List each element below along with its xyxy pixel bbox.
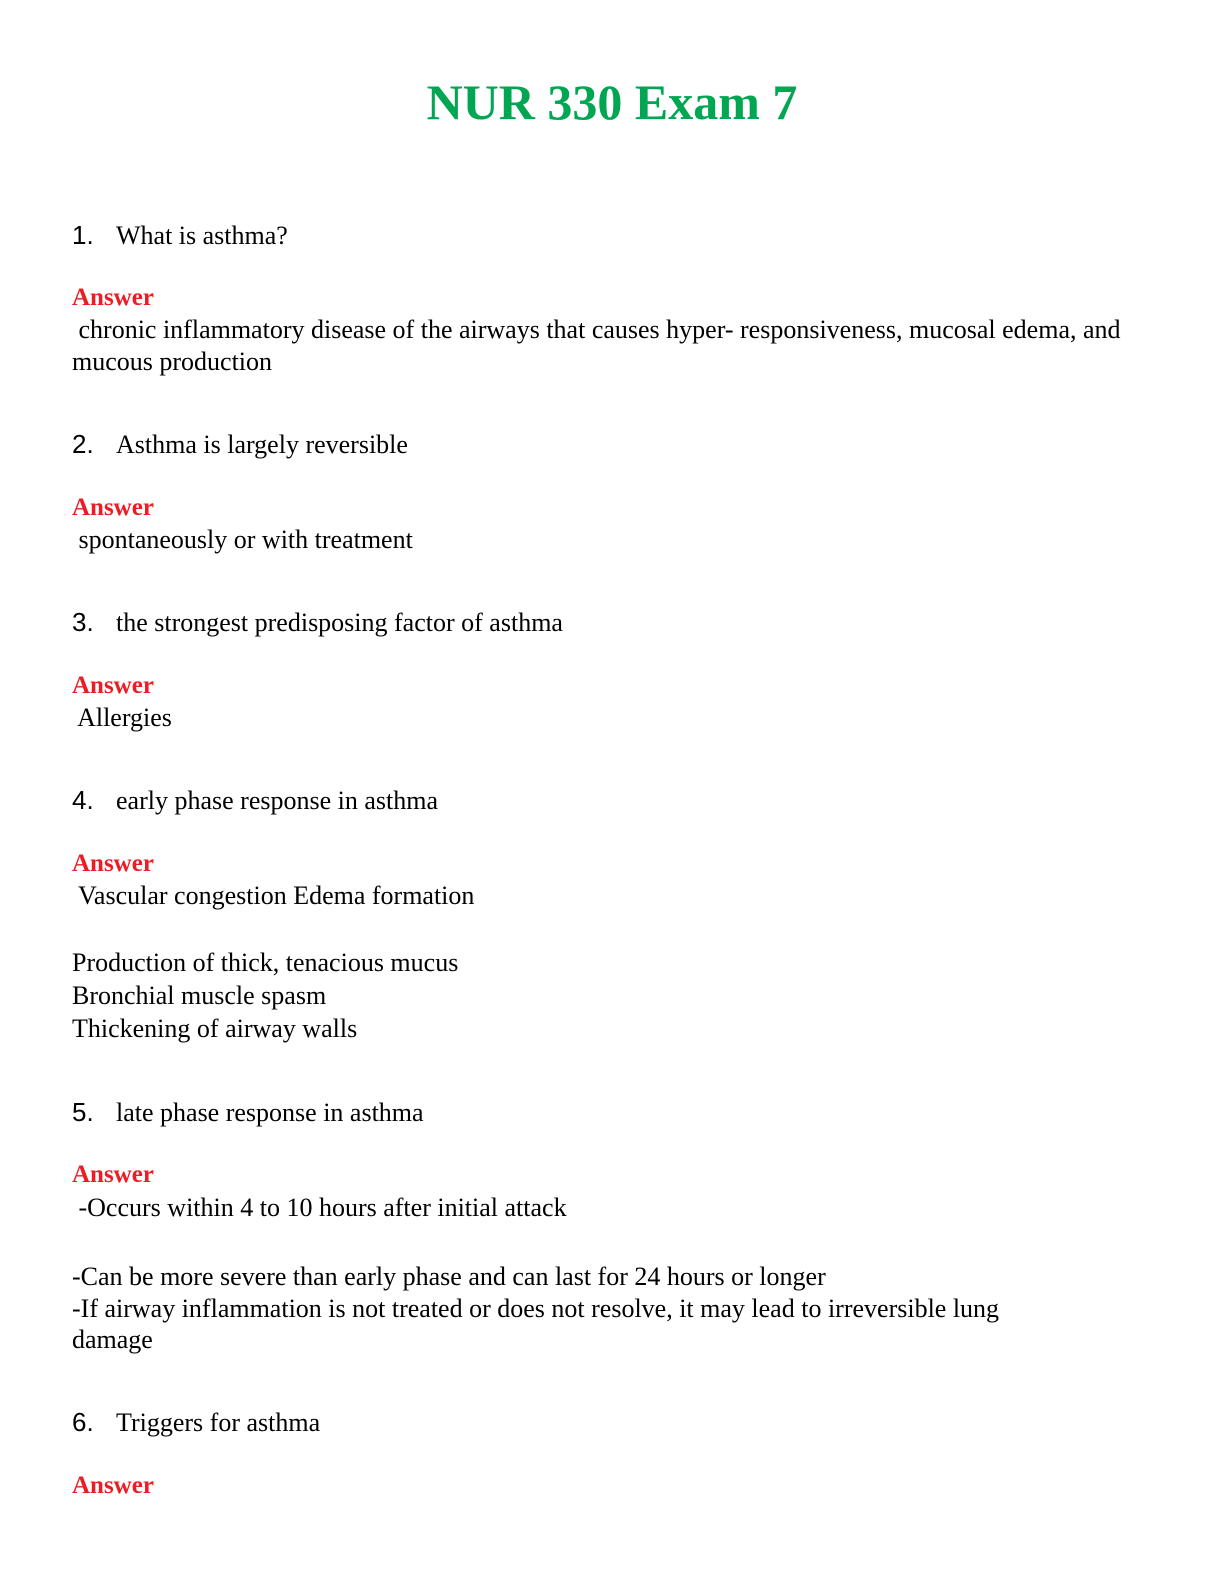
question-text: the strongest predisposing factor of asthma [116, 608, 563, 637]
question-number: 6. [72, 1407, 94, 1437]
question-2 [72, 428, 408, 461]
question-number: 4. [72, 785, 94, 815]
page-title: NUR 330 Exam 7 [426, 74, 798, 130]
question-text: Asthma is largely reversible [116, 430, 408, 459]
question-6 [72, 1406, 320, 1439]
answer-label: Answer [72, 850, 154, 877]
question-text: What is asthma? [116, 221, 288, 250]
question-text: Triggers for asthma [116, 1408, 321, 1437]
question-text: late phase response in asthma [116, 1098, 424, 1127]
answer-label: Answer [72, 284, 154, 311]
answer-text: -Occurs within 4 to 10 hours after initial attack [72, 1193, 567, 1222]
answer-text: damage [72, 1325, 153, 1354]
answer-text: Bronchial muscle spasm [72, 981, 327, 1010]
question-number: 5. [72, 1097, 94, 1127]
question-4 [72, 784, 438, 817]
question-3 [72, 606, 563, 639]
question-number: 2. [72, 429, 94, 459]
answer-text: -Can be more severe than early phase and can last for 24 hours or longer [72, 1262, 826, 1291]
answer-text: Thickening of airway walls [72, 1014, 358, 1043]
question-5 [72, 1096, 424, 1129]
answer-label: Answer [72, 494, 154, 521]
question-1 [72, 219, 288, 252]
answer-label: Answer [72, 672, 154, 699]
answer-label: Answer [72, 1161, 154, 1188]
answer-text: Production of thick, tenacious mucus [72, 948, 459, 977]
answer-label: Answer [72, 1472, 154, 1499]
question-number: 3. [72, 607, 94, 637]
answer-text: -If airway inflammation is not treated or does not resolve, it may lead to irreversible lung [72, 1294, 1000, 1323]
answer-text: chronic inflammatory disease of the airways that causes hyper- responsiveness, mucosal edema, and mucous production [72, 315, 1128, 376]
answer-text: Vascular congestion Edema formation [72, 881, 475, 910]
question-number: 1. [72, 220, 94, 250]
question-text: early phase response in asthma [116, 786, 439, 815]
answer-text: Allergies [72, 703, 172, 732]
answer-text: spontaneously or with treatment [72, 525, 413, 554]
